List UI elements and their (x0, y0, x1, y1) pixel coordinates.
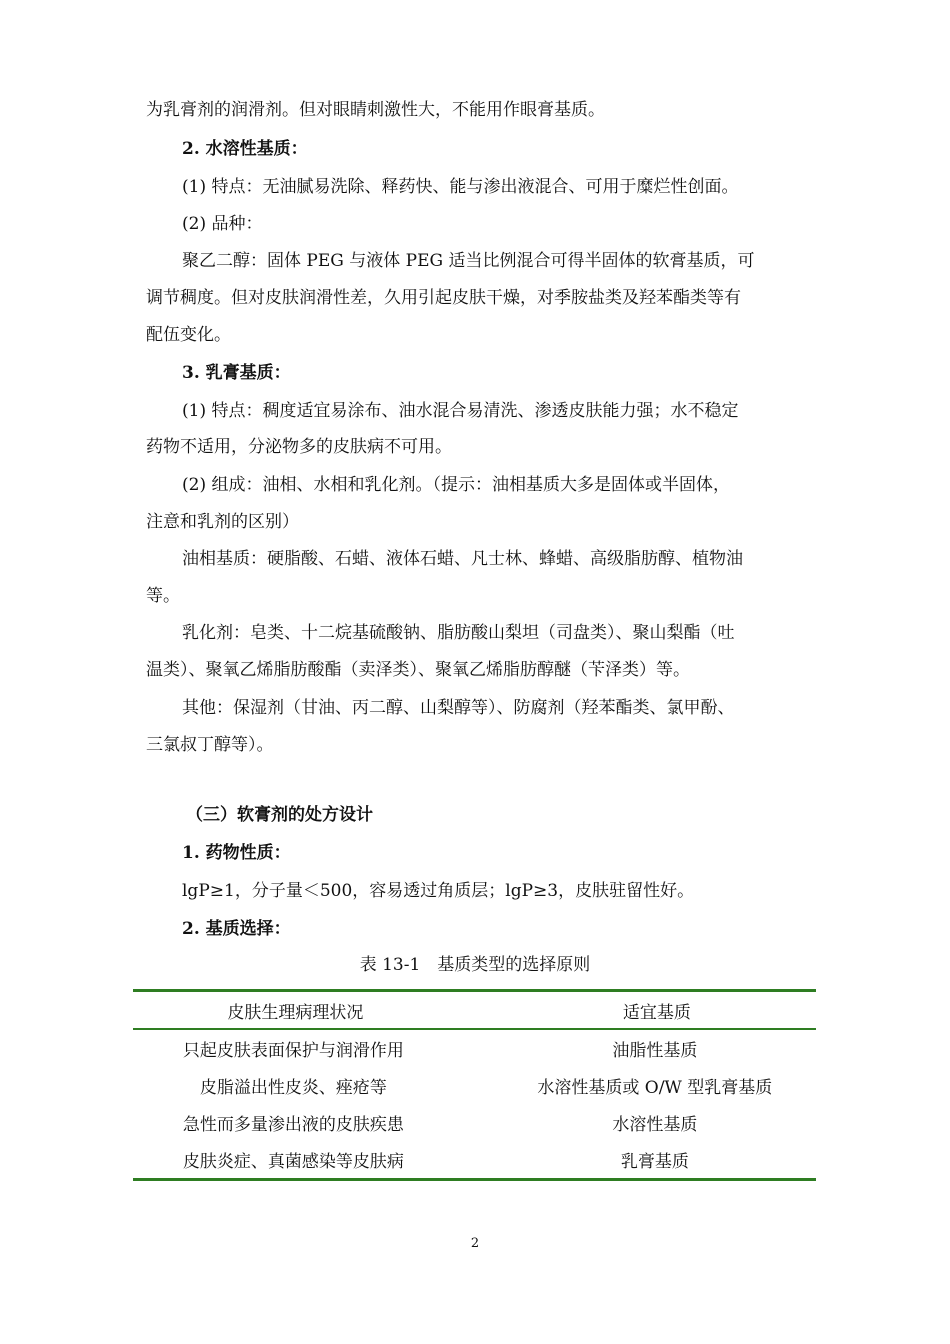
paragraph-line: lgP≥1，分子量＜500，容易透过角质层；lgP≥3，皮肤驻留性好。 (182, 881, 695, 901)
table-bottom-rule (133, 1178, 816, 1181)
subheading-cream-base: 3. 乳膏基质： (182, 363, 291, 383)
paragraph-line: 配伍变化。 (146, 325, 231, 345)
base-selection-table (133, 989, 816, 1181)
paragraph-line: 药物不适用，分泌物多的皮肤病不可用。 (146, 437, 452, 457)
paragraph-line: (2) 组成：油相、水相和乳化剂。（提示：油相基质大多是固体或半固体， (182, 475, 730, 495)
table-cell: 水溶性基质或 O/W 型乳膏基质 (537, 1078, 773, 1098)
paragraph-line: 油相基质：硬脂酸、石蜡、液体石蜡、凡士林、蜂蜡、高级脂肪醇、植物油 (182, 549, 743, 569)
table-header-cell: 适宜基质 (622, 1002, 691, 1023)
table-cell: 皮脂溢出性皮炎、痤疮等 (199, 1078, 387, 1098)
paragraph-line: (1) 特点：无油腻易洗除、释药快、能与渗出液混合、可用于糜烂性创面。 (182, 177, 739, 197)
table-row (133, 1104, 816, 1141)
paragraph-line: 等。 (146, 586, 180, 606)
paragraph-line: 聚乙二醇：固体 PEG 与液体 PEG 适当比例混合可得半固体的软膏基质，可 (182, 251, 755, 271)
table-row (133, 1067, 816, 1104)
subheading-base-selection: 2. 基质选择： (182, 919, 291, 939)
paragraph-line: 乳化剂：皂类、十二烷基硫酸钠、脂肪酸山梨坦（司盘类）、聚山梨酯（吐 (182, 623, 735, 643)
subheading-water-soluble-base: 2. 水溶性基质： (182, 139, 308, 159)
paragraph-line: 三氯叔丁醇等）。 (146, 735, 274, 755)
paragraph-line: 为乳膏剂的润滑剂。但对眼睛刺激性大，不能用作眼膏基质。 (146, 100, 605, 120)
table-cell: 水溶性基质 (612, 1115, 698, 1135)
paragraph-line: 温类）、聚氧乙烯脂肪酸酯（卖泽类）、聚氧乙烯脂肪醇醚（苄泽类）等。 (146, 660, 690, 680)
page-number: 2 (470, 1236, 480, 1251)
table-cell: 乳膏基质 (620, 1152, 689, 1172)
table-cell: 只起皮肤表面保护与润滑作用 (182, 1041, 404, 1061)
section-heading-formulation-design: （三）软膏剂的处方设计 (186, 805, 373, 825)
paragraph-line: 其他：保湿剂（甘油、丙二醇、山梨醇等）、防腐剂（羟苯酯类、氯甲酚、 (182, 698, 735, 718)
table-cell: 油脂性基质 (612, 1041, 698, 1061)
table-cell: 急性而多量渗出液的皮肤疾患 (182, 1115, 404, 1135)
table-row (133, 1030, 816, 1067)
paragraph-line: 调节稠度。但对皮肤润滑性差，久用引起皮肤干燥，对季胺盐类及羟苯酯类等有 (146, 288, 741, 308)
table-caption: 表 13-1 基质类型的选择原则 (359, 955, 591, 975)
subheading-drug-properties: 1. 药物性质： (182, 843, 291, 863)
table-header-row (133, 992, 816, 1028)
table-cell: 皮肤炎症、真菌感染等皮肤病 (182, 1152, 404, 1172)
paragraph-line: (1) 特点：稠度适宜易涂布、油水混合易清洗、渗透皮肤能力强；水不稳定 (182, 401, 739, 421)
table-row (133, 1141, 816, 1178)
paragraph-line: 注意和乳剂的区别） (146, 512, 299, 532)
paragraph-line: (2) 品种： (182, 214, 263, 234)
table-header-cell: 皮肤生理病理状况 (227, 1002, 364, 1023)
